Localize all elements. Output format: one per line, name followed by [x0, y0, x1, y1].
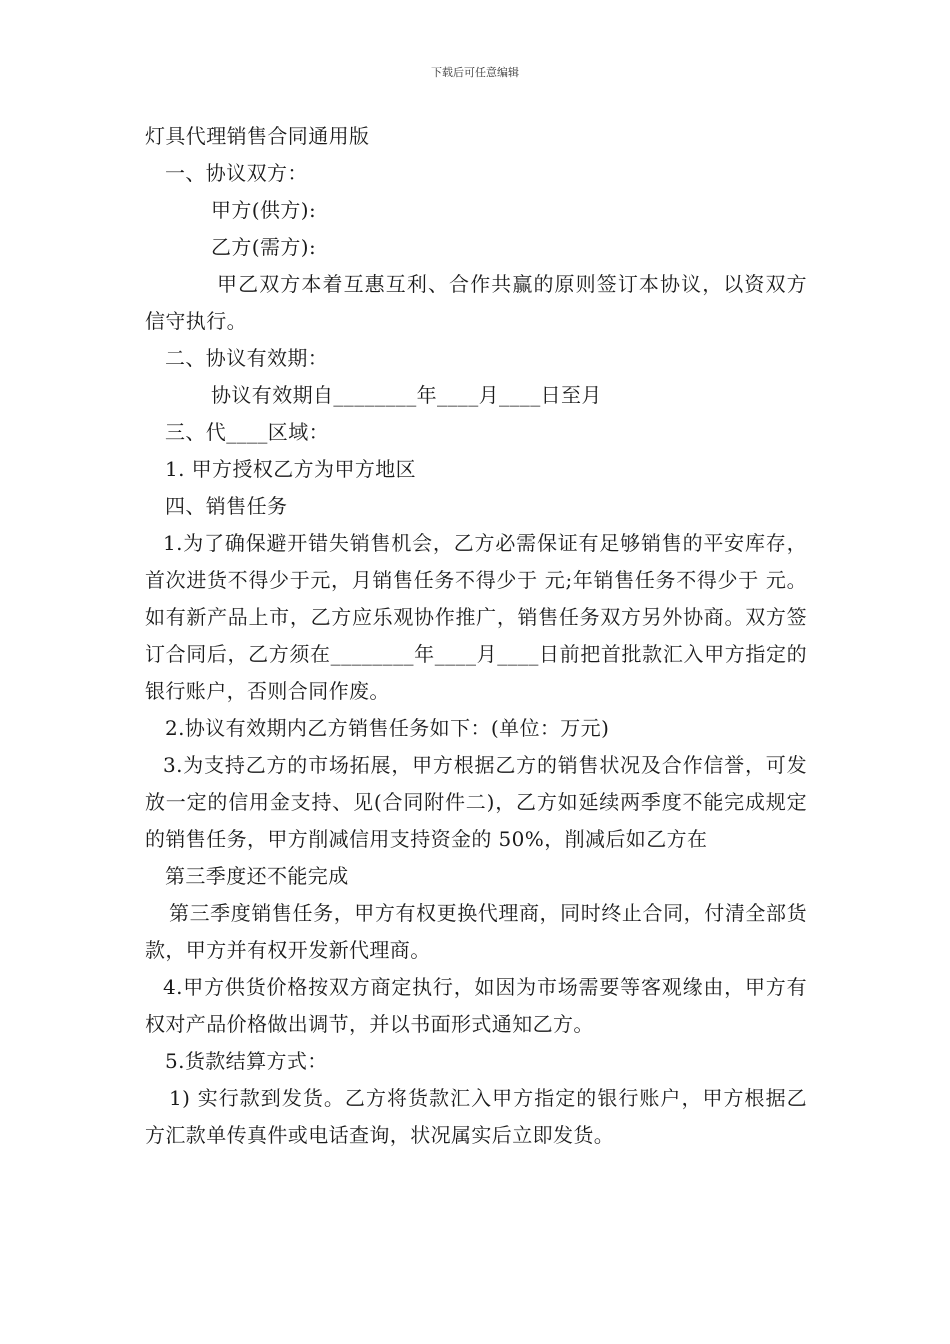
page-header-note: 下载后可任意编辑: [431, 66, 519, 79]
task-clause-5: 5.货款结算方式：: [165, 1049, 328, 1073]
document-body: [145, 118, 807, 1154]
party-b-line: 乙方(需方):: [211, 235, 317, 259]
section-heading: 二、协议有效期：: [165, 346, 329, 370]
task-clause-5-1: 1) 实行款到发货。乙方将货款汇入甲方指定的银行账户，甲方根据乙方汇款单传真件或电话查询，状况属实后立即发货。: [145, 1086, 807, 1147]
task-clause-3-continued-2: 第三季度销售任务，甲方有权更换代理商，同时终止合同，付清全部货款，甲方并有权开发新代理商。: [145, 901, 807, 962]
task-clause-1: 1.为了确保避开错失销售机会，乙方必需保证有足够销售的平安库存，首次进货不得少于元，月销售任务不得少于 元;年销售任务不得少于 元。如有新产品上市，乙方应乐观协作推广，销售任务双方另外协商。双方签订合同后，乙方须在________年____月____日前把首批款汇入甲方指定的银行账户，否则合同作废。: [145, 531, 807, 703]
task-clause-3: 3.为支持乙方的市场拓展，甲方根据乙方的销售状况及合作信誉，可发放一定的信用金支持、见(合同附件二)，乙方如延续两季度不能完成规定的销售任务，甲方削减信用支持资金的 50%，削减后如乙方在: [145, 753, 807, 851]
document-title: 灯具代理销售合同通用版: [145, 124, 370, 148]
validity-line: 协议有效期自________年____月____日至月: [211, 383, 602, 407]
section-heading: 三、代____区域：: [165, 420, 329, 444]
section-heading: 一、协议双方：: [165, 161, 308, 185]
task-clause-3-continued: 第三季度还不能完成: [165, 864, 349, 888]
region-clause: 1. 甲方授权乙方为甲方地区: [165, 457, 417, 481]
section-heading: 四、销售任务: [165, 494, 288, 518]
intro-paragraph: 甲乙双方本着互惠互利、合作共赢的原则签订本协议，以资双方信守执行。: [145, 272, 807, 333]
task-clause-4: 4.甲方供货价格按双方商定执行，如因为市场需要等客观缘由，甲方有权对产品价格做出调节，并以书面形式通知乙方。: [145, 975, 807, 1036]
task-clause-2: 2.协议有效期内乙方销售任务如下：(单位：万元): [165, 716, 610, 740]
party-a-line: 甲方(供方):: [211, 198, 317, 222]
